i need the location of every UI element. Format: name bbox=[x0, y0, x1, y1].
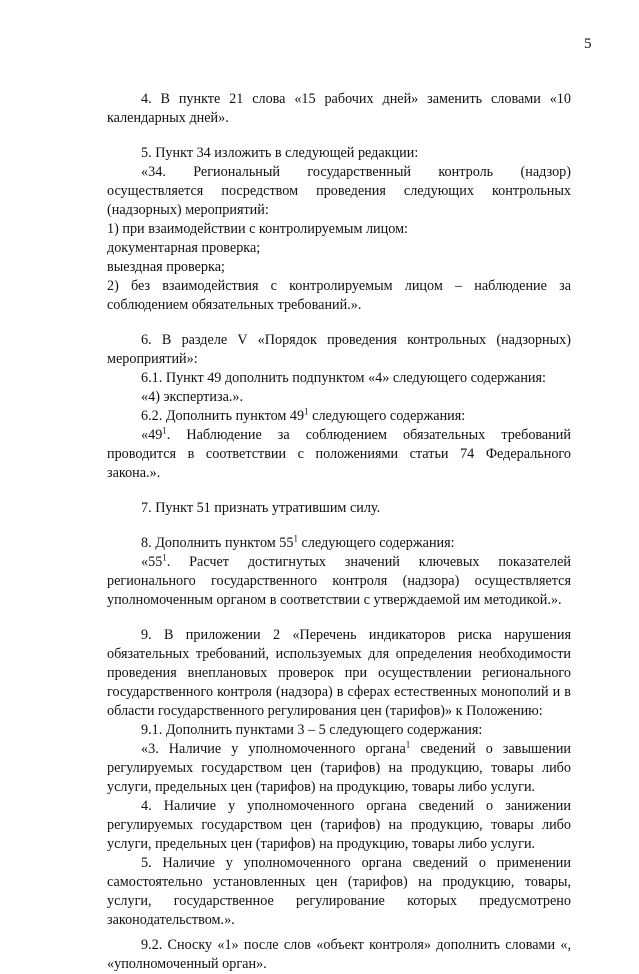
paragraph-item-4: 4. В пункте 21 слова «15 рабочих дней» заменить словами «10 календарных дней». bbox=[107, 91, 571, 126]
paragraph-gap bbox=[107, 518, 571, 534]
paragraph-item-34-quote: «34. Региональный государственный контроль (надзор) осуществляется посредством проведения следующих контрольных (надзорных) мероприятий: bbox=[107, 164, 571, 218]
paragraph-text: 6.2. Дополнить пунктом 49 bbox=[141, 408, 305, 424]
page-number: 5 bbox=[584, 36, 592, 52]
paragraph-item-55-1-quote bbox=[107, 553, 571, 610]
paragraph-text: . Расчет достигнутых значений ключевых показателей регионального государственного контроля (надзора) осуществляется уполномоченным органом в соответствии с утверждаемой им методикой.». bbox=[107, 554, 571, 608]
paragraph-item-9-1-4: 4. Наличие у уполномоченного органа сведений о занижении регулируемых государством цен (тарифов) на продукцию, товары либо услуги, предельных цен (тарифов) на продукцию, товары либо услуги. bbox=[107, 798, 571, 852]
paragraph-item-6-1-quote: «4) экспертиза.». bbox=[141, 389, 244, 405]
paragraph-item-49-1-quote bbox=[107, 426, 571, 483]
paragraph-item-6-2 bbox=[107, 407, 571, 426]
paragraph-gap bbox=[107, 483, 571, 499]
paragraph-text: 8. Дополнить пунктом 55 bbox=[141, 535, 294, 551]
paragraph-item-6: 6. В разделе V «Порядок проведения контрольных (надзорных) мероприятий»: bbox=[107, 332, 571, 367]
paragraph-item-9-2: 9.2. Сноску «1» после слов «объект контроля» дополнить словами «, «уполномоченный орган». bbox=[107, 937, 571, 972]
paragraph-gap bbox=[107, 128, 571, 144]
paragraph-text: «3. Наличие у уполномоченного органа bbox=[141, 741, 406, 757]
paragraph-list-line: выездная проверка; bbox=[107, 259, 225, 275]
paragraph-item-9-1-5: 5. Наличие у уполномоченного органа сведений о применении самостоятельно установленных цен (тарифов) на продукцию, товары, услуги, государственное регулирование которых предусмотрено законодательством.». bbox=[107, 855, 571, 928]
paragraph-item-8 bbox=[107, 534, 571, 553]
paragraph-gap bbox=[107, 610, 571, 626]
paragraph-text: сведений о завышении регулируемых государством цен (тарифов) на продукцию, товары либо услуги, предельных цен (тарифов) на продукцию, товары либо услуги. bbox=[107, 741, 572, 795]
paragraph-list-line: 2) без взаимодействия с контролируемым лицом – наблюдение за соблюдением обязательных требований.». bbox=[107, 278, 571, 313]
document-body bbox=[107, 90, 571, 974]
paragraph-item-6-1: 6.1. Пункт 49 дополнить подпунктом «4» следующего содержания: bbox=[141, 370, 546, 386]
paragraph-text: «49 bbox=[141, 427, 163, 443]
paragraph-gap bbox=[107, 315, 571, 331]
paragraph-item-9: 9. В приложении 2 «Перечень индикаторов риска нарушения обязательных требований, используемых для определения необходимости проведения внеплановых проверок при осуществлении регионального государственного контроля (надзора) в сферах естественных монополий и в области государственного регулирования цен (тарифов)» к Положению: bbox=[107, 627, 571, 719]
superscript: 1 bbox=[304, 406, 309, 417]
paragraph-item-7: 7. Пункт 51 признать утратившим силу. bbox=[141, 500, 381, 516]
paragraph-text: «55 bbox=[141, 554, 163, 570]
paragraph-item-9-1: 9.1. Дополнить пунктами 3 – 5 следующего содержания: bbox=[141, 722, 483, 738]
paragraph-list-line: документарная проверка; bbox=[107, 240, 261, 256]
superscript: 1 bbox=[293, 533, 298, 544]
paragraph-text: следующего содержания: bbox=[308, 408, 466, 424]
paragraph-item-5: 5. Пункт 34 изложить в следующей редакции: bbox=[141, 145, 419, 161]
superscript: 1 bbox=[162, 552, 167, 563]
paragraph-text: . Наблюдение за соблюдением обязательных требований проводится в соответствии с положениями статьи 74 Федерального закона.». bbox=[107, 427, 571, 481]
paragraph-text: следующего содержания: bbox=[297, 535, 455, 551]
superscript: 1 bbox=[162, 425, 167, 436]
paragraph-item-9-1-3 bbox=[107, 740, 571, 797]
paragraph-list-line: 1) при взаимодействии с контролируемым лицом: bbox=[107, 221, 408, 237]
superscript: 1 bbox=[405, 739, 411, 750]
